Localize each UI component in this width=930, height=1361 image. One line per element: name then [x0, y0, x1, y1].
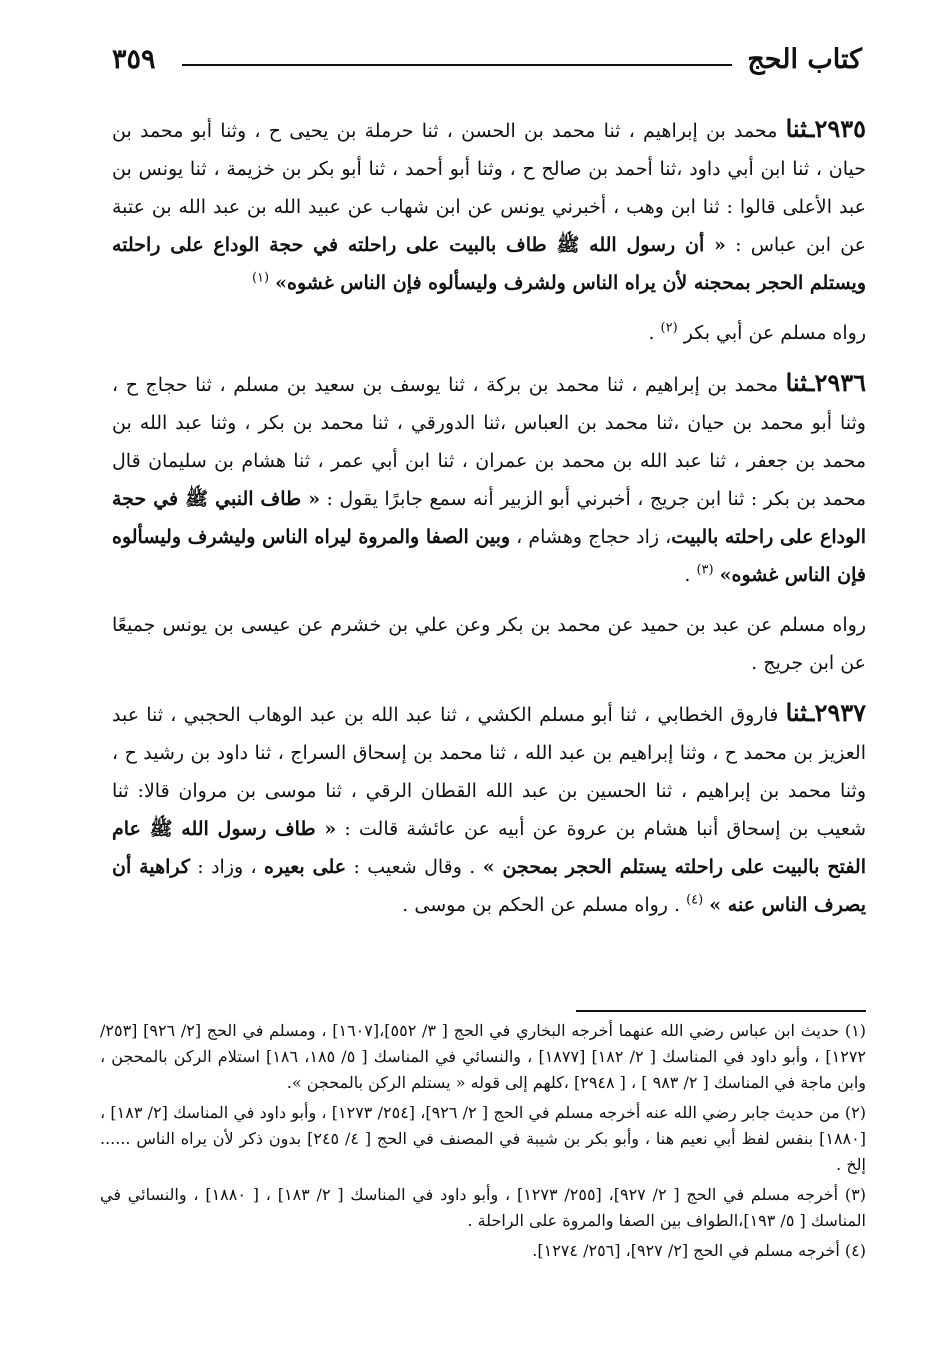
isnad-text-2: ، زاد حجاج وهشام ،	[510, 526, 672, 548]
matn-text: « طاف رسول الله ﷺ عام الفتح بالبيت على راحلته يستلم الحجر بمحجن »	[112, 818, 866, 878]
matn-text-2: على بعيره	[264, 856, 347, 878]
hadith-number: ٢٩٣٦ـ	[807, 368, 866, 397]
takhrij-line	[112, 314, 866, 352]
footnote-1	[100, 1018, 866, 1096]
footnote-number: (١)	[844, 1021, 866, 1040]
hadith-number: ٢٩٣٥ـ	[807, 114, 866, 143]
footnote-ref: (١)	[251, 270, 270, 286]
page-header	[112, 38, 862, 88]
footnote-separator	[576, 1010, 866, 1012]
hadith-2937	[112, 694, 866, 924]
isnad-text-2: . وقال شعيب :	[346, 856, 483, 878]
page-number: ٣٥٩	[112, 44, 156, 75]
isnad-text-3: ، وزاد :	[189, 856, 265, 878]
rawah-text: رواه مسلم عن عبد بن حميد عن محمد بن بكر وعن علي بن خشرم عن عيسى بن يونس جميعًا عن ابن جريج .	[112, 614, 866, 674]
matn-text-2: وبين الصفا والمروة ليراه الناس وليشرف وليسألوه فإن الناس غشوه»	[112, 526, 866, 586]
footnote-ref: (٢)	[660, 320, 678, 336]
thana-marker: ثنا	[785, 698, 808, 727]
footnote-text: حديث ابن عباس رضي الله عنهما أخرجه البخاري في الحج [ ٣/ ٥٥٢]،[١٦٠٧] ، ومسلم في الحج [٢/ ٩٢٦] [٢٥٣/ ١٢٧٢] ، وأبو داود في المناسك [ ٢/ ١٨٢] [١٨٧٧] ، والنسائي في المناسك [ ٥/ ١٨٥، ١٨٦] استلام الركن بالمحجن ، وابن ماجة في المناسك [ ٢/ ٩٨٣ ] ، [ ٢٩٤٨] ،كلهم إلى قوله « يستلم الركن بالمحجن ».	[100, 1021, 867, 1092]
book-title: كتاب الحج	[747, 44, 862, 75]
footnote-ref: (٣)	[696, 562, 714, 578]
footnote-2	[100, 1100, 866, 1178]
isnad-text: محمد بن إبراهيم ، ثنا محمد بن الحسن ، ثنا حرملة بن يحيى ح ، وثنا أبو محمد بن حيان ، ثنا ابن أبي داود ،ثنا أحمد بن صالح ح ، وثنا أبو أحمد ، ثنا أبو بكر بن خزيمة ، ثنا يونس بن عبد الأعلى قالوا : ثنا ابن وهب ، أخبرني يونس عن ابن شهاب عن عبيد الله بن عبد الله بن عتبة عن ابن عباس :	[112, 120, 866, 256]
footnote-text: أخرجه مسلم في الحج [ ٢/ ٩٢٧]، [٢٥٥/ ١٢٧٣] ، وأبو داود في المناسك [ ٢/ ١٨٣] ، [ ١٨٨٠] ، والنسائي في المناسك [ ٥/ ١٩٣]،الطواف بين الصفا والمروة على الراحلة .	[100, 1185, 866, 1230]
footnote-number: (٤)	[844, 1241, 866, 1260]
thana-marker: ثنا	[785, 114, 808, 143]
hadith-end: .	[684, 564, 697, 586]
rawah-text: رواه مسلم عن أبي بكر	[683, 322, 866, 344]
main-text	[112, 110, 866, 936]
footnotes	[100, 1018, 866, 1268]
hadith-2936	[112, 364, 866, 594]
rawah-end: .	[648, 322, 661, 344]
matn-text: « طاف النبي ﷺ في حجة الوداع على راحلته بالبيت	[112, 488, 867, 548]
takhrij-line	[112, 606, 866, 682]
footnote-number: (٣)	[844, 1185, 867, 1204]
hadith-number: ٢٩٣٧ـ	[807, 698, 866, 727]
footnote-ref: (٤)	[686, 892, 704, 908]
matn-text-3: كراهية أن يصرف الناس عنه »	[112, 856, 866, 916]
hadith-end: . رواه مسلم عن الحكم بن موسى .	[402, 894, 687, 916]
footnote-4	[100, 1238, 866, 1264]
hadith-2935	[112, 110, 866, 302]
matn-text: « أن رسول الله ﷺ طاف بالبيت على راحلته في حجة الوداع على راحلته ويستلم الحجر بمحجنه لأن يراه الناس ولشرف وليسألوه فإن الناس غشوه»	[112, 234, 866, 294]
footnote-number: (٢)	[844, 1103, 866, 1122]
isnad-text: فاروق الخطابي ، ثنا أبو مسلم الكشي ، ثنا عبد الله بن عبد الوهاب الحجبي ، ثنا عبد العزيز بن محمد ح ، وثنا إبراهيم بن عبد الله ، ثنا محمد بن إسحاق السراج ، ثنا داود بن رشيد ح ، وثنا محمد بن إبراهيم ، ثنا الحسين بن عبد الله القطان الرقي ، ثنا موسى بن مروان قالا: ثنا شعيب بن إسحاق أنبا هشام بن عروة عن أبيه عن عائشة قالت :	[112, 704, 866, 840]
isnad-text: محمد بن إبراهيم ، ثنا محمد بن بركة ، ثنا يوسف بن سعيد بن مسلم ، ثنا حجاج ح ، وثنا أبو محمد بن حيان ،ثنا محمد بن العباس ،ثنا الدورقي ، ثنا محمد بن بكر ، وثنا عبد الله بن محمد بن جعفر ، ثنا عبد الله بن محمد بن عمران ، ثنا ابن أبي عمر ، ثنا هشام بن سليمان قال محمد بن بكر : ثنا ابن جريج ، أخبرني أبو الزبير أنه سمع جابرًا يقول :	[112, 374, 866, 510]
footnote-3	[100, 1182, 866, 1234]
footnote-text: أخرجه مسلم في الحج [٢/ ٩٢٧]، [٢٥٦/ ١٢٧٤].	[532, 1241, 840, 1260]
thana-marker: ثنا	[785, 368, 808, 397]
header-rule	[182, 64, 732, 66]
footnote-text: من حديث جابر رضي الله عنه أخرجه مسلم في الحج [ ٢/ ٩٢٦]، [٢٥٤/ ١٢٧٣] ، وأبو داود في المناسك [٢/ ١٨٣] ، [١٨٨٠] بنفس لفظ أبي نعيم هنا ، وأبو بكر بن شيبة في المصنف في الحج [ ٤/ ٢٤٥] بدون ذكر لأن يراه الناس ...... إلخ .	[100, 1103, 866, 1174]
